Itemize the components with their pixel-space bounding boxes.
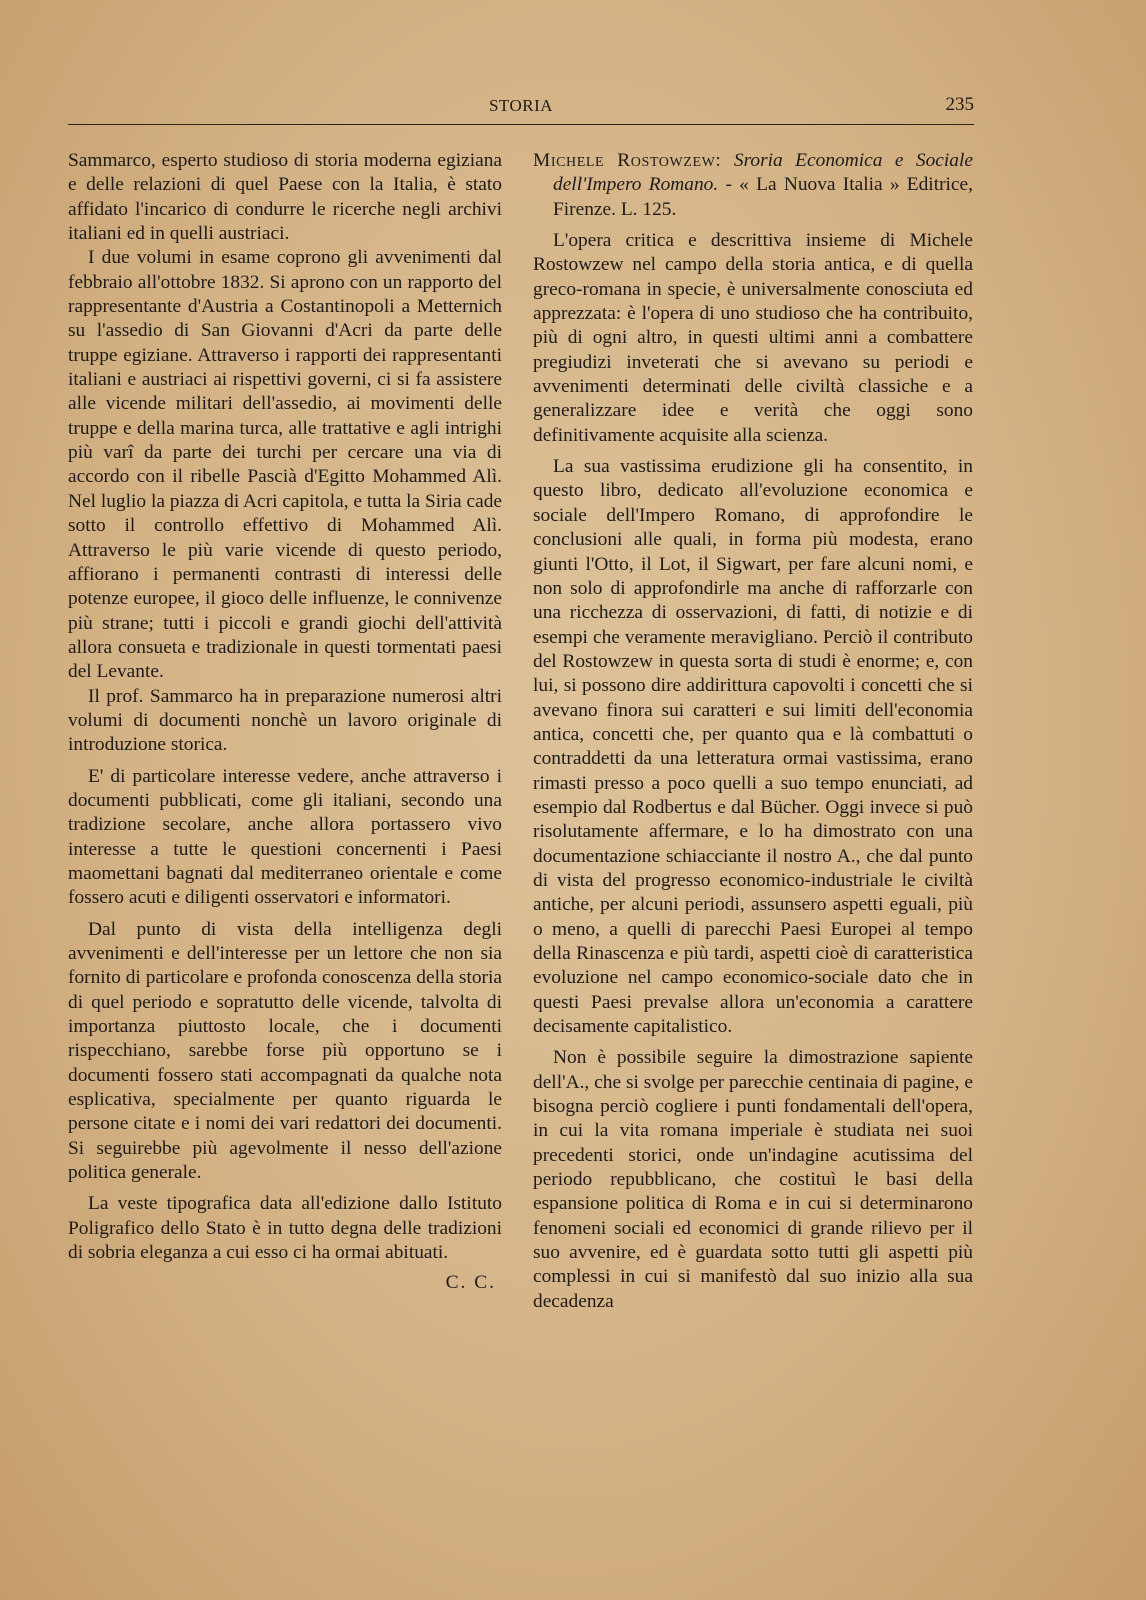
right-column (533, 149, 973, 1314)
left-column (68, 149, 502, 1296)
paragraph: Dal punto di vista della intelligenza degli avvenimenti e dell'interesse per un lettore che non sia fornito di particolare e profonda conoscenza della storia di quel periodo e sopratutto delle vicende, talvolta di importanza piuttosto locale, che i documenti rispecchiano, sarebbe forse più opportuno se i documenti fossero stati accompagnati da qualche nota esplicativa, specialmente per quanto riguarda le persone citate e i nomi dei vari redattori dei documenti. Si seguirebbe più agevolmente il nesso dell'azione politica generale. (68, 918, 502, 1184)
author-signature: C. C. (445, 1272, 496, 1294)
paragraph: I due volumi in esame coprono gli avvenimenti dal febbraio all'ottobre 1832. Si aprono con un rapporto del rappresentante d'Austria a Costantinopoli a Metternich su l'assedio di San Giovanni d'Acri da parte delle truppe egiziane. Attraverso i rapporti dei rappresentanti italiani e austriaci ai rispettivi governi, ci si fa assistere alle vicende militari dell'assedio, ai movimenti delle truppe e della marina turca, alle trattative e agli intrighi più varî da parte dei turchi per cercare una via di accordo con il ribelle Pascià d'Egitto Mohammed Alì. Nel luglio la piazza di Acri capitola, e tutta la Siria cade sotto il controllo effettivo di Mohammed Alì. Attraverso le più varie vicende di questo periodo, affiorano i permanenti contrasti di interessi delle potenze europee, il gioco delle influenze, le connivenze più strane; tutti i piccoli e grandi giochi dell'attività allora consueta e tradizionale in questi tormentati paesi del Levante. (68, 247, 502, 683)
running-title: STORIA (488, 96, 554, 115)
paragraph: Il prof. Sammarco ha in preparazione numerosi altri volumi di documenti nonchè un lavoro originale di introduzione storica. (68, 685, 502, 756)
paragraph: Non è possibile seguire la dimostrazione sapiente dell'A., che si svolge per parecchie centinaia di pagine, e bisogna perciò cogliere i punti fondamentali dell'opera, in cui la vita romana imperiale è studiata nei suoi precedenti storici, onde un'indagine acutissima del periodo repubblicano, che costituì le basi della espansione politica di Roma e in cui si determinarono fenomeni sociali ed economici di grande rilievo per il suo avvenire, ed è guardata sotto tutti gli aspetti più complessi in cui si manifestò dal suo inizio alla sua decadenza (533, 1047, 973, 1312)
paragraph: Sammarco, esperto studioso di storia moderna egiziana e delle relazioni di quel Paese con la Italia, è stato affidato l'incarico di condurre le ricerche negli archivi italiani ed in quelli austriaci. (68, 150, 502, 245)
review-author: Michele Rostowzew: (533, 150, 722, 171)
running-header (68, 92, 974, 125)
paragraph: La sua vastissima erudizione gli ha consentito, in questo libro, dedicato all'evoluzione economica e sociale dell'Impero Romano, di approfondire le conclusioni alle quali, in forma più modesta, erano giunti l'Otto, il Lot, il Sigwart, per fare alcuni nomi, e non solo di approfondirle ma anche di rafforzarle con una ricchezza di osservazioni, di fatti, di notizie e di esempi che veramente meravigliano. Perciò il contributo del Rostowzew in questa sorta di studi è enorme; e, con lui, si possono dire addirittura capovolti i concetti che si avevano finora sui caratteri e sui limiti dell'economia antica, concetti che, per quanto qua e là combattuti o contraddetti da una letteratura ormai vastissima, erano rimasti presso a poco quelli a suo tempo enunciati, ad esempio dal Rodbertus e dal Bücher. Oggi invece si può risolutamente affermare, e lo ha dimostrato con una documentazione schiacciante il nostro A., che dal punto di vista del progresso economico-industriale le civiltà antiche, per alcuni periodi, assunsero aspetti eguali, più o meno, a quelli di parecchi Paesi Europei al tempo della Rinascenza e più tardi, aspetti cioè di caratteristica evoluzione nel campo economico-sociale dato che in questi Paesi prevalse allora un'economia a carattere decisamente capitalistico. (533, 456, 973, 1038)
review-book-title: Sroria Economica e Sociale dell'Impero Romano. (553, 150, 973, 196)
paragraph: L'opera critica e descrittiva insieme di Michele Rostowzew nel campo della storia antica, e di quella greco-romana in specie, è universalmente conosciuta ed apprezzata: è l'opera di uno studioso che ha contribuito, più di ogni altro, in questi ultimi anni a combattere pregiudizi inveterati che si avevano su periodi e avvenimenti determinati delle civiltà classiche e a generalizzare idee e verità che oggi sono definitivamente acquisite alla scienza. (533, 230, 973, 446)
paragraph: E' di particolare interesse vedere, anche attraverso i documenti pubblicati, come gli italiani, secondo una tradizione secolare, anche allora portassero vivo interesse a tutte le questioni concernenti i Paesi maomettani bagnati dal mediterraneo orientale e come fossero acuti e diligenti osservatori e informatori. (68, 765, 502, 909)
review-publisher: - « La Nuova Italia » Editrice, Firenze. L. 125. (553, 174, 973, 220)
paragraph: La veste tipografica data all'edizione dallo Istituto Poligrafico dello Stato è in tutto degna delle tradizioni di sobria eleganza a cui esso ci ha ormai abituati. (68, 1193, 502, 1264)
page-number: 235 (945, 94, 974, 115)
review-citation (533, 149, 973, 222)
